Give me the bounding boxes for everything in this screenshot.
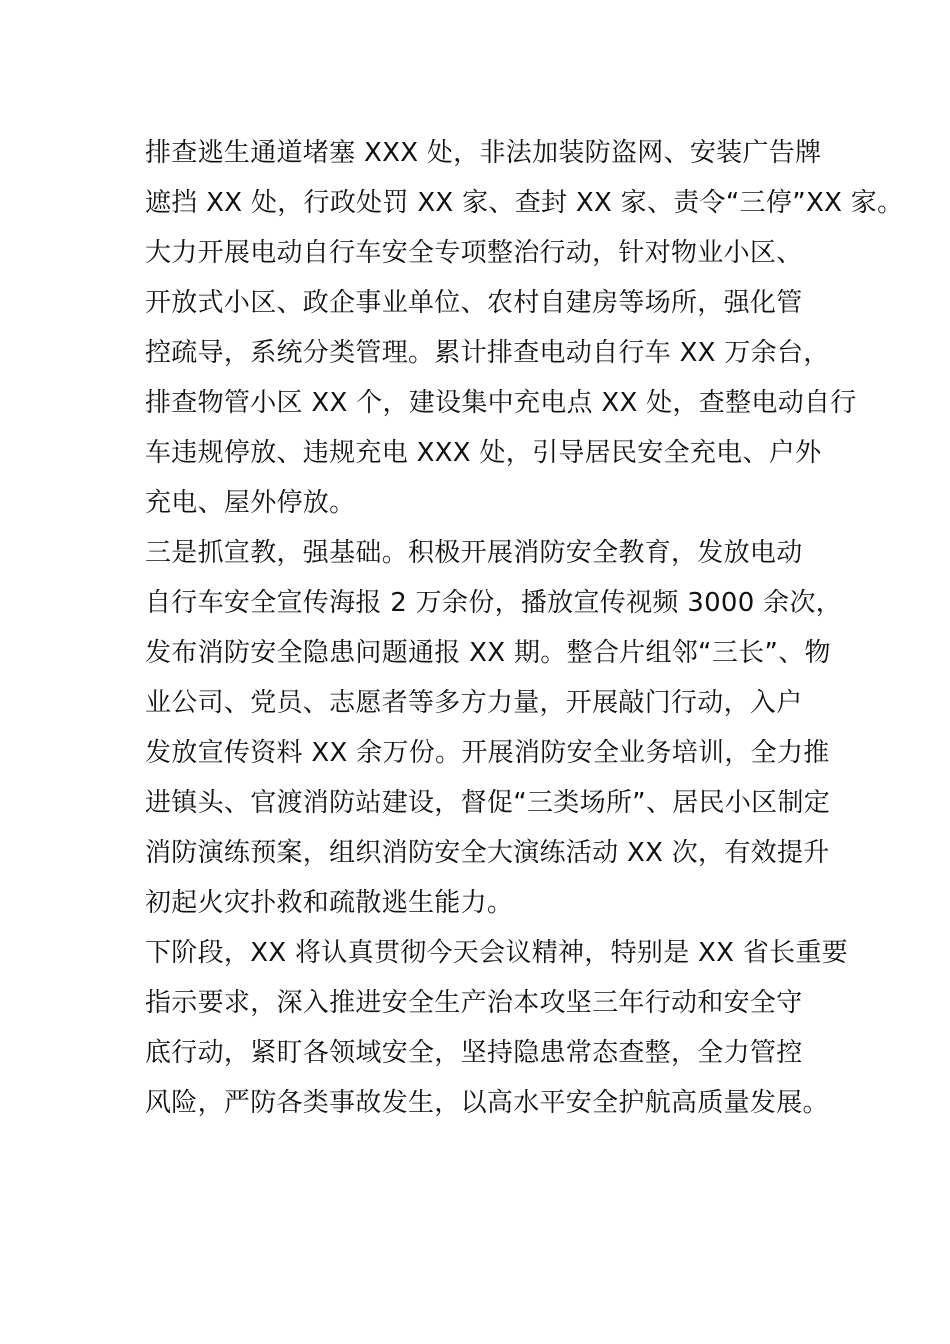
- text-line: 业公司、党员、志愿者等多方力量，开展敲门行动，入户: [145, 688, 803, 718]
- text-line: 开放式小区、政企事业单位、农村自建房等场所，强化管: [145, 288, 803, 318]
- text-line: 车违规停放、违规充电 XXX 处，引导居民安全充电、户外: [145, 438, 822, 468]
- text-line: 初起火灾扑救和疏散逃生能力。: [145, 888, 514, 918]
- text-line: 大力开展电动自行车安全专项整治行动，针对物业小区、: [145, 238, 803, 268]
- text-line: 指示要求，深入推进安全生产治本攻坚三年行动和安全守: [145, 988, 803, 1018]
- text-line: 下阶段，XX 将认真贯彻今天会议精神，特别是 XX 省长重要: [145, 938, 849, 968]
- paragraph-education: [145, 528, 843, 928]
- document-body: [145, 128, 904, 1128]
- paragraph-next-stage: [145, 928, 849, 1128]
- text-line: 消防演练预案，组织消防安全大演练活动 XX 次，有效提升: [145, 838, 830, 868]
- text-line: 充电、屋外停放。: [145, 488, 356, 518]
- text-line: 排查逃生通道堵塞 XXX 处，非法加装防盗网、安装广告牌: [145, 138, 822, 168]
- text-line: 发布消防安全隐患问题通报 XX 期。整合片组邻“三长”、物: [145, 638, 831, 668]
- paragraph-rectification: [145, 128, 904, 528]
- text-line: 控疏导，系统分类管理。累计排查电动自行车 XX 万余台，: [145, 338, 830, 368]
- text-line: 进镇头、官渡消防站建设，督促“三类场所”、居民小区制定: [145, 788, 831, 818]
- text-line: 风险，严防各类事故发生，以高水平安全护航高质量发展。: [145, 1088, 829, 1118]
- text-line: 自行车安全宣传海报 2 万余份，播放宣传视频 3000 余次，: [145, 588, 843, 618]
- text-line: 遮挡 XX 处，行政处罚 XX 家、查封 XX 家、责令“三停”XX 家。: [145, 188, 904, 218]
- text-line: 底行动，紧盯各领域安全，坚持隐患常态查整，全力管控: [145, 1038, 803, 1068]
- text-line: 发放宣传资料 XX 余万份。开展消防安全业务培训，全力推: [145, 738, 830, 768]
- text-line: 排查物管小区 XX 个，建设集中充电点 XX 处，查整电动自行: [145, 388, 857, 418]
- text-line: 三是抓宣教，强基础。积极开展消防安全教育，发放电动: [145, 538, 803, 568]
